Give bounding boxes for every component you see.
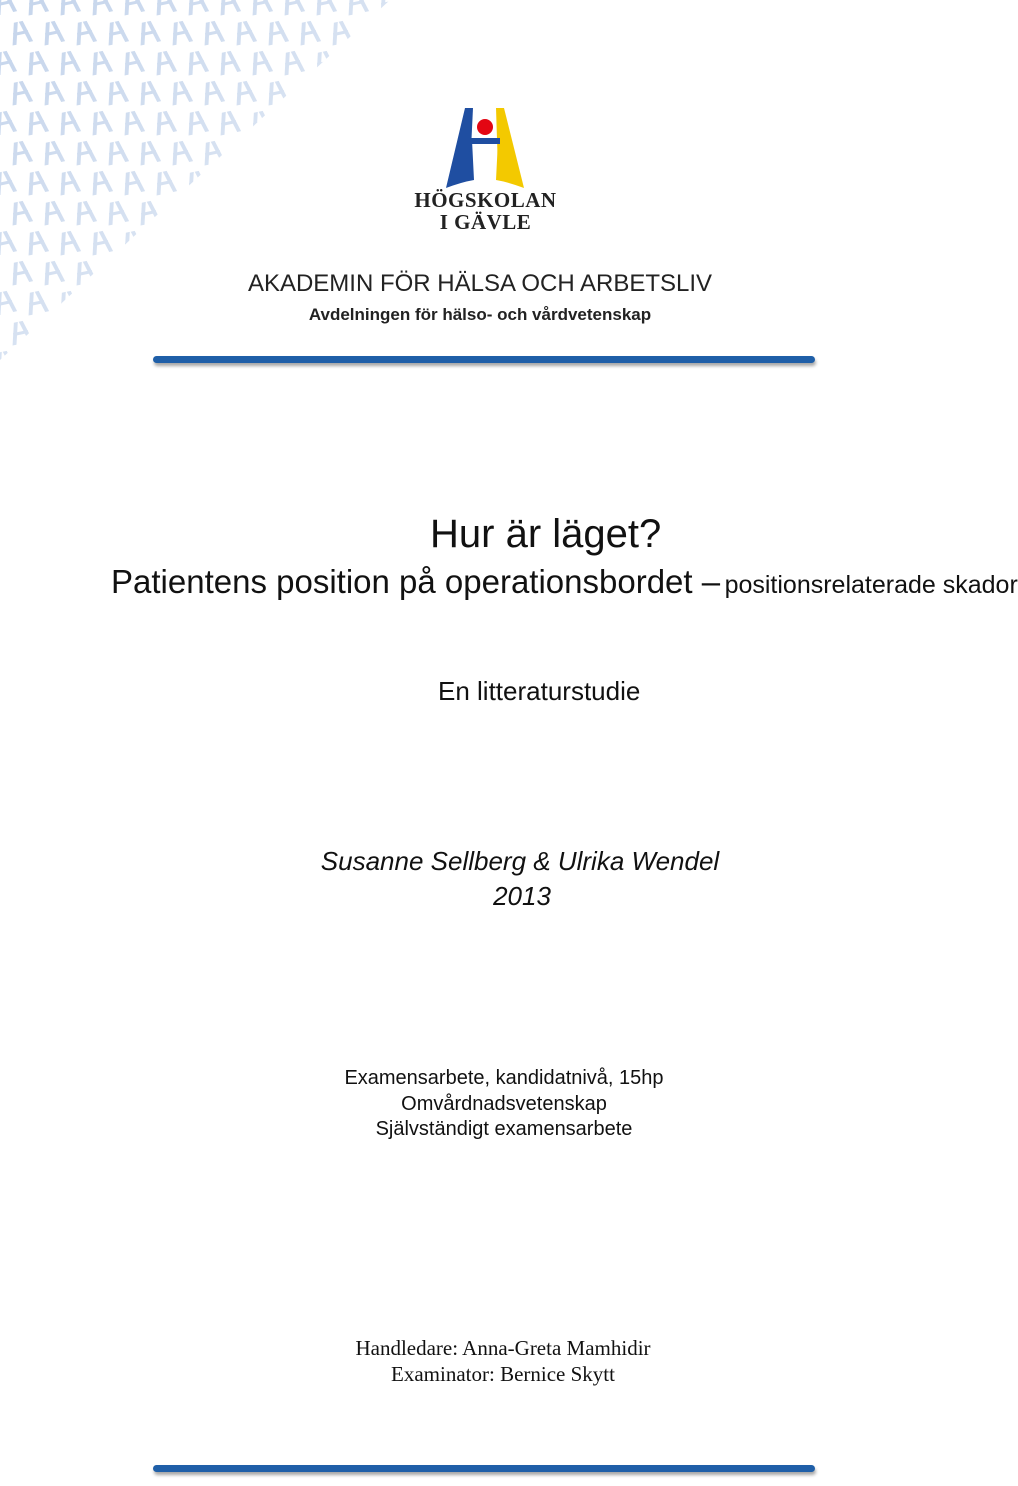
subtitle-secondary: positionsrelaterade skador (724, 571, 1018, 599)
footer-rule (153, 1465, 815, 1472)
thesis-type: Självständigt examensarbete (375, 1118, 633, 1140)
logo-text-line2: I GÄVLE (439, 210, 532, 234)
study-type: En litteraturstudie (438, 676, 641, 706)
subtitle-main: Patientens position på operationsbordet – (111, 563, 721, 600)
subtitle (111, 563, 1018, 601)
examiner: Examinator: Bernice Skytt (391, 1362, 615, 1386)
header-rule (153, 356, 815, 363)
department-name: Avdelningen för hälso- och vårdvetenskap (308, 305, 652, 324)
page-title: Hur är läget? (430, 512, 662, 556)
thesis-subject: Omvårdnadsvetenskap (401, 1093, 607, 1115)
year: 2013 (493, 881, 551, 911)
logo-text-line1: HÖGSKOLAN (414, 188, 557, 212)
authors: Susanne Sellberg & Ulrika Wendel (320, 846, 720, 876)
supervisor: Handledare: Anna-Greta Mamhidir (355, 1336, 651, 1360)
academy-name: AKADEMIN FÖR HÄLSA OCH ARBETSLIV (247, 270, 713, 297)
thesis-level: Examensarbete, kandidatnivå, 15hp (344, 1067, 664, 1089)
